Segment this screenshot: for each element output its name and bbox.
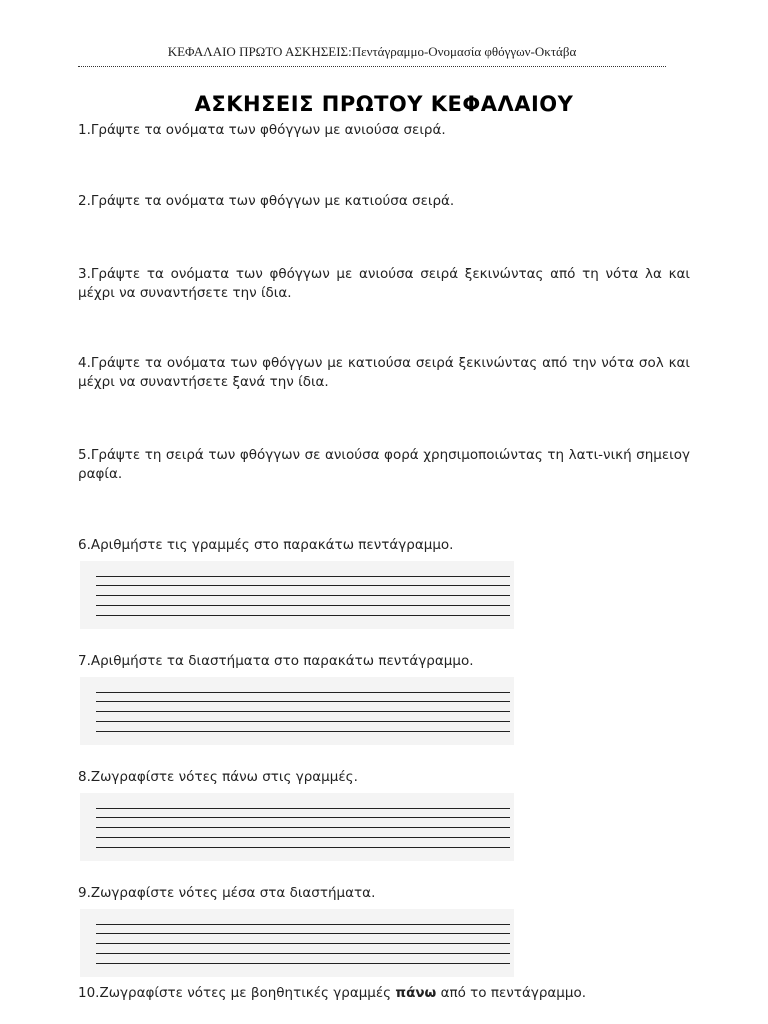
staff-line: [96, 692, 510, 693]
staff-3: [80, 793, 514, 861]
staff-1: [80, 561, 514, 629]
staff-line: [96, 585, 510, 586]
exercise-5: 5.Γράψτε τη σειρά των φθόγγων σε ανιούσα φορά χρησιμοποιώντας τη λατι-νική σημειογραφία.: [78, 447, 690, 482]
exercise-6: 6.Αριθμήστε τις γραμμές στο παρακάτω πεντάγραμμο.: [78, 537, 454, 553]
exercise-10: [78, 984, 690, 1003]
staff-line: [96, 615, 510, 616]
exercise-10-text-after: από το πεντάγραμμο.: [436, 985, 587, 1001]
exercise-10-bold-word: πάνω: [395, 985, 437, 1001]
staff-line: [96, 817, 510, 818]
exercise-4: 4.Γράψτε τα ονόματα των φθόγγων με κατιούσα σειρά ξεκινώντας από την νότα σολ και μέχρι να συναντήσετε ξανά την ίδια.: [78, 355, 690, 390]
exercise-10-text-before: 10.Ζωγραφίστε νότες με βοηθητικές γραμμές: [78, 985, 396, 1001]
staff-line: [96, 701, 510, 702]
staff-line: [96, 595, 510, 596]
staff-line: [96, 808, 510, 809]
exercise-3: 3.Γράψτε τα ονόματα των φθόγγων με ανιούσα σειρά ξεκινώντας από τη νότα λα και μέχρι να συναντήσετε την ίδια.: [78, 266, 690, 301]
staff-line: [96, 943, 510, 944]
exercise-1: 1.Γράψτε τα ονόματα των φθόγγων με ανιούσα σειρά.: [78, 122, 446, 138]
staff-line: [96, 963, 510, 964]
header-dotted-rule: [78, 66, 666, 67]
page-header: ΚΕΦΑΛΑΙΟ ΠΡΩΤΟ ΑΣΚΗΣΕΙΣ:Πεντάγραμμο-Ονομασία φθόγγων-Οκτάβα: [167, 44, 577, 59]
staff-line: [96, 933, 510, 934]
staff-4: [80, 909, 514, 977]
staff-line: [96, 711, 510, 712]
exercise-2: 2.Γράψτε τα ονόματα των φθόγγων με κατιούσα σειρά.: [78, 193, 455, 209]
staff-line: [96, 576, 510, 577]
staff-line: [96, 953, 510, 954]
page-title: ΑΣΚΗΣΕΙΣ ΠΡΩΤΟΥ ΚΕΦΑΛΑΙΟΥ: [194, 92, 574, 116]
exercise-7: 7.Αριθμήστε τα διαστήματα στο παρακάτω πεντάγραμμο.: [78, 653, 474, 669]
staff-line: [96, 731, 510, 732]
staff-line: [96, 847, 510, 848]
staff-line: [96, 924, 510, 925]
staff-line: [96, 837, 510, 838]
staff-line: [96, 605, 510, 606]
staff-2: [80, 677, 514, 745]
exercise-9: 9.Ζωγραφίστε νότες μέσα στα διαστήματα.: [78, 885, 376, 901]
exercise-8: 8.Ζωγραφίστε νότες πάνω στις γραμμές.: [78, 769, 358, 785]
staff-line: [96, 827, 510, 828]
staff-line: [96, 721, 510, 722]
